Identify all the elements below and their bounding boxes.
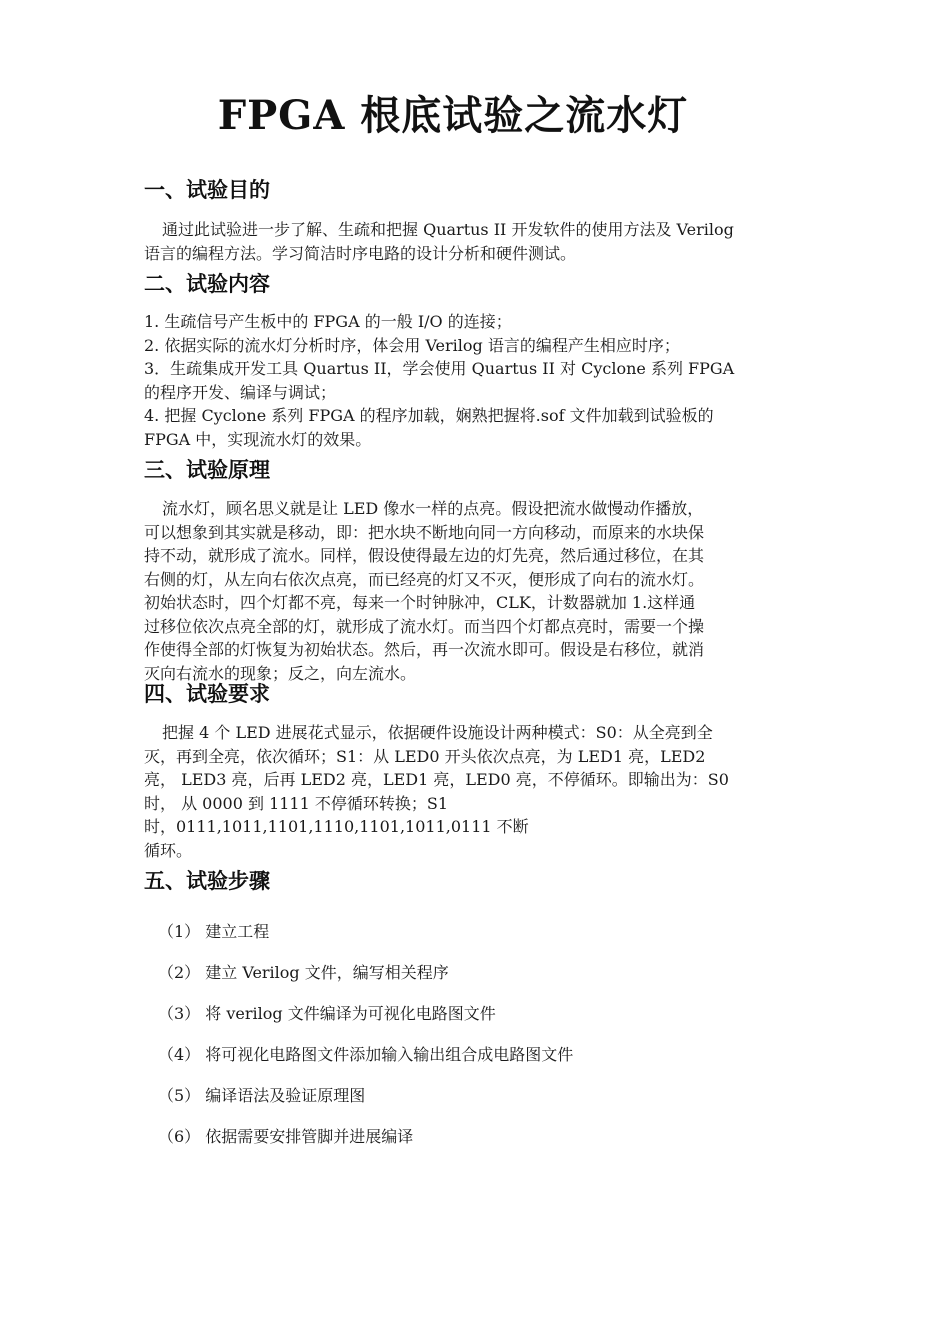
section-heading-content: 二、试验内容	[144, 272, 270, 296]
page-title: FPGA 根底试验之流水灯	[217, 92, 689, 139]
step-item: （6） 依据需要安排管脚并进展编译	[158, 1127, 414, 1146]
paragraph-line: 流水灯，顾名思义就是让 LED 像水一样的点亮。假设把流水做慢动作播放，	[162, 499, 704, 518]
step-item: （4） 将可视化电路图文件添加输入输出组合成电路图文件	[158, 1045, 574, 1064]
section-body-principle	[144, 497, 810, 685]
step-item: （5） 编译语法及验证原理图	[158, 1086, 366, 1105]
paragraph-line: 通过此试验进一步了解、生疏和把握 Quartus II 开发软件的使用方法及 Verilog	[162, 220, 734, 239]
section-heading-principle: 三、试验原理	[144, 458, 270, 482]
paragraph-line: 亮， LED3 亮，后再 LED2 亮，LED1 亮，LED0 亮，不停循环。即输出为：S0	[144, 770, 729, 789]
paragraph-line: 可以想象到其实就是移动，即：把水块不断地向同一方向移动，而原来的水块保	[144, 522, 705, 542]
paragraph-line: 灭向右流水的现象；反之，向左流水。	[144, 663, 417, 683]
list-item: 3．生疏集成开发工具 Quartus II，学会使用 Quartus II 对 Cyclone 系列 FPGA	[144, 359, 735, 378]
step-item: （1） 建立工程	[158, 922, 270, 941]
section-heading-requirements: 四、试验要求	[144, 682, 270, 706]
paragraph-line: 时，0111,1011,1101,1110,1101,1011,0111 不断	[144, 817, 529, 836]
list-item: 1. 生疏信号产生板中的 FPGA 的一般 I/O 的连接；	[144, 312, 512, 331]
paragraph-line: 语言的编程方法。学习简洁时序电路的设计分析和硬件测试。	[144, 243, 577, 263]
section-heading-steps: 五、试验步骤	[144, 869, 270, 893]
list-item: FPGA 中，实现流水灯的效果。	[144, 429, 372, 449]
paragraph-line: 灭，再到全亮，依次循环；S1：从 LED0 开头依次点亮，为 LED1 亮，LED2	[144, 746, 706, 766]
paragraph-line: 初始状态时，四个灯都不亮，每来一个时钟脉冲，CLK，计数器就加 1.这样通	[144, 593, 696, 612]
paragraph-line: 持不动，就形成了流水。同样，假设使得最左边的灯先亮，然后通过移位，在其	[144, 546, 705, 565]
section-body-purpose	[144, 218, 810, 265]
paragraph-line: 过移位依次点亮全部的灯，就形成了流水灯。而当四个灯都点亮时，需要一个操	[144, 616, 705, 636]
paragraph-line: 时， 从 0000 到 1111 不停循环转换；S1	[144, 793, 449, 813]
paragraph-line: 循环。	[144, 840, 193, 860]
section-heading-purpose: 一、试验目的	[144, 178, 270, 202]
paragraph-line: 把握 4 个 LED 进展花式显示，依据硬件设施设计两种模式：S0：从全亮到全	[162, 723, 713, 742]
content-list	[144, 310, 810, 451]
paragraph-line: 作使得全部的灯恢复为初始状态。然后，再一次流水即可。假设是右移位，就消	[144, 640, 705, 659]
steps-list	[158, 919, 573, 1165]
step-item: （3） 将 verilog 文件编译为可视化电路图文件	[158, 1004, 496, 1023]
section-body-requirements	[144, 721, 810, 862]
step-item: （2） 建立 Verilog 文件，编写相关程序	[158, 963, 449, 982]
list-item: 4. 把握 Cyclone 系列 FPGA 的程序加载，娴熟把握将.sof 文件加载到试验板的	[144, 406, 714, 425]
paragraph-line: 右侧的灯，从左向右依次点亮，而已经亮的灯又不灭，便形成了向右的流水灯。	[144, 569, 705, 589]
list-item: 2. 依据实际的流水灯分析时序，体会用 Verilog 语言的编程产生相应时序；	[144, 335, 680, 355]
list-item: 的程序开发、编译与调试；	[144, 382, 337, 402]
